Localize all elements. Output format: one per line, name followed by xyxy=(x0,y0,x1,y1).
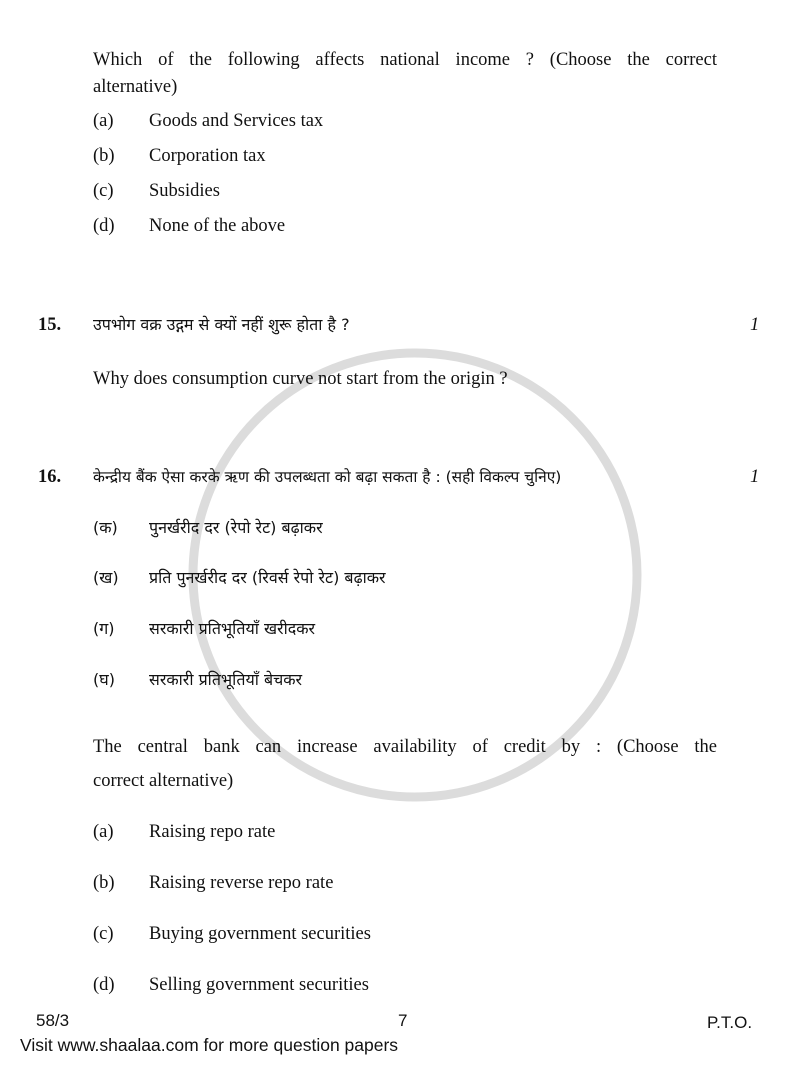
q16-hindi-option-ga-label: (ग) xyxy=(93,619,115,638)
q15-number: 15. xyxy=(38,315,62,335)
footer-page-number: 7 xyxy=(398,1011,408,1030)
q16-hindi-option-ka-label: (क) xyxy=(93,518,118,537)
q16-hindi-option-gha: सरकारी प्रतिभूतियाँ बेचकर xyxy=(149,670,303,689)
q16-hindi-option-ka: पुनर्खरीद दर (रेपो रेट) बढ़ाकर xyxy=(149,518,323,537)
q16-hindi-option-kha: प्रति पुनर्खरीद दर (रिवर्स रेपो रेट) बढ़ाकर xyxy=(149,568,386,587)
q15-hindi: उपभोग वक्र उद्गम से क्यों नहीं शुरू होता है ? xyxy=(93,315,350,334)
q16-hindi-option-gha-label: (घ) xyxy=(93,670,115,689)
q16-option-b-label: (b) xyxy=(93,873,115,893)
q16-option-a: Raising repo rate xyxy=(149,822,276,842)
q14-option-c: Subsidies xyxy=(149,181,220,201)
q16-hindi: केन्द्रीय बैंक ऐसा करके ऋण की उपलब्धता को बढ़ा सकता है : (सही विकल्प चुनिए) xyxy=(93,468,562,486)
q14-stem-line2: alternative) xyxy=(93,77,178,97)
q16-hindi-option-kha-label: (ख) xyxy=(93,568,119,587)
q14-option-b-label: (b) xyxy=(93,146,115,166)
q16-option-d: Selling government securities xyxy=(149,975,369,995)
footer-visit-link[interactable]: Visit www.shaalaa.com for more question papers xyxy=(20,1035,399,1055)
q16-option-c-label: (c) xyxy=(93,924,114,944)
q15-marks: 1 xyxy=(750,315,760,335)
q16-hindi-option-ga: सरकारी प्रतिभूतियाँ खरीदकर xyxy=(149,619,316,638)
q14-option-c-label: (c) xyxy=(93,181,114,201)
q16-english-line1: The central bank can increase availability of credit by : (Choose the xyxy=(93,737,717,757)
footer-pto: P.T.O. xyxy=(707,1013,753,1032)
q16-number: 16. xyxy=(38,467,62,487)
q14-stem-line1: Which of the following affects national income ? (Choose the correct xyxy=(93,50,717,70)
q14-option-d-label: (d) xyxy=(93,216,115,236)
q16-option-c: Buying government securities xyxy=(149,924,371,944)
footer-paper-code: 58/3 xyxy=(36,1011,70,1030)
q16-option-b: Raising reverse repo rate xyxy=(149,873,334,893)
q14-option-d: None of the above xyxy=(149,216,286,236)
q15-english: Why does consumption curve not start from the origin ? xyxy=(93,369,508,389)
q16-option-a-label: (a) xyxy=(93,822,114,842)
q16-marks: 1 xyxy=(750,467,760,487)
q14-option-a: Goods and Services tax xyxy=(149,111,324,131)
q16-english-line2: correct alternative) xyxy=(93,771,234,791)
q16-option-d-label: (d) xyxy=(93,975,115,995)
q14-option-b: Corporation tax xyxy=(149,146,266,166)
q14-option-a-label: (a) xyxy=(93,111,114,131)
